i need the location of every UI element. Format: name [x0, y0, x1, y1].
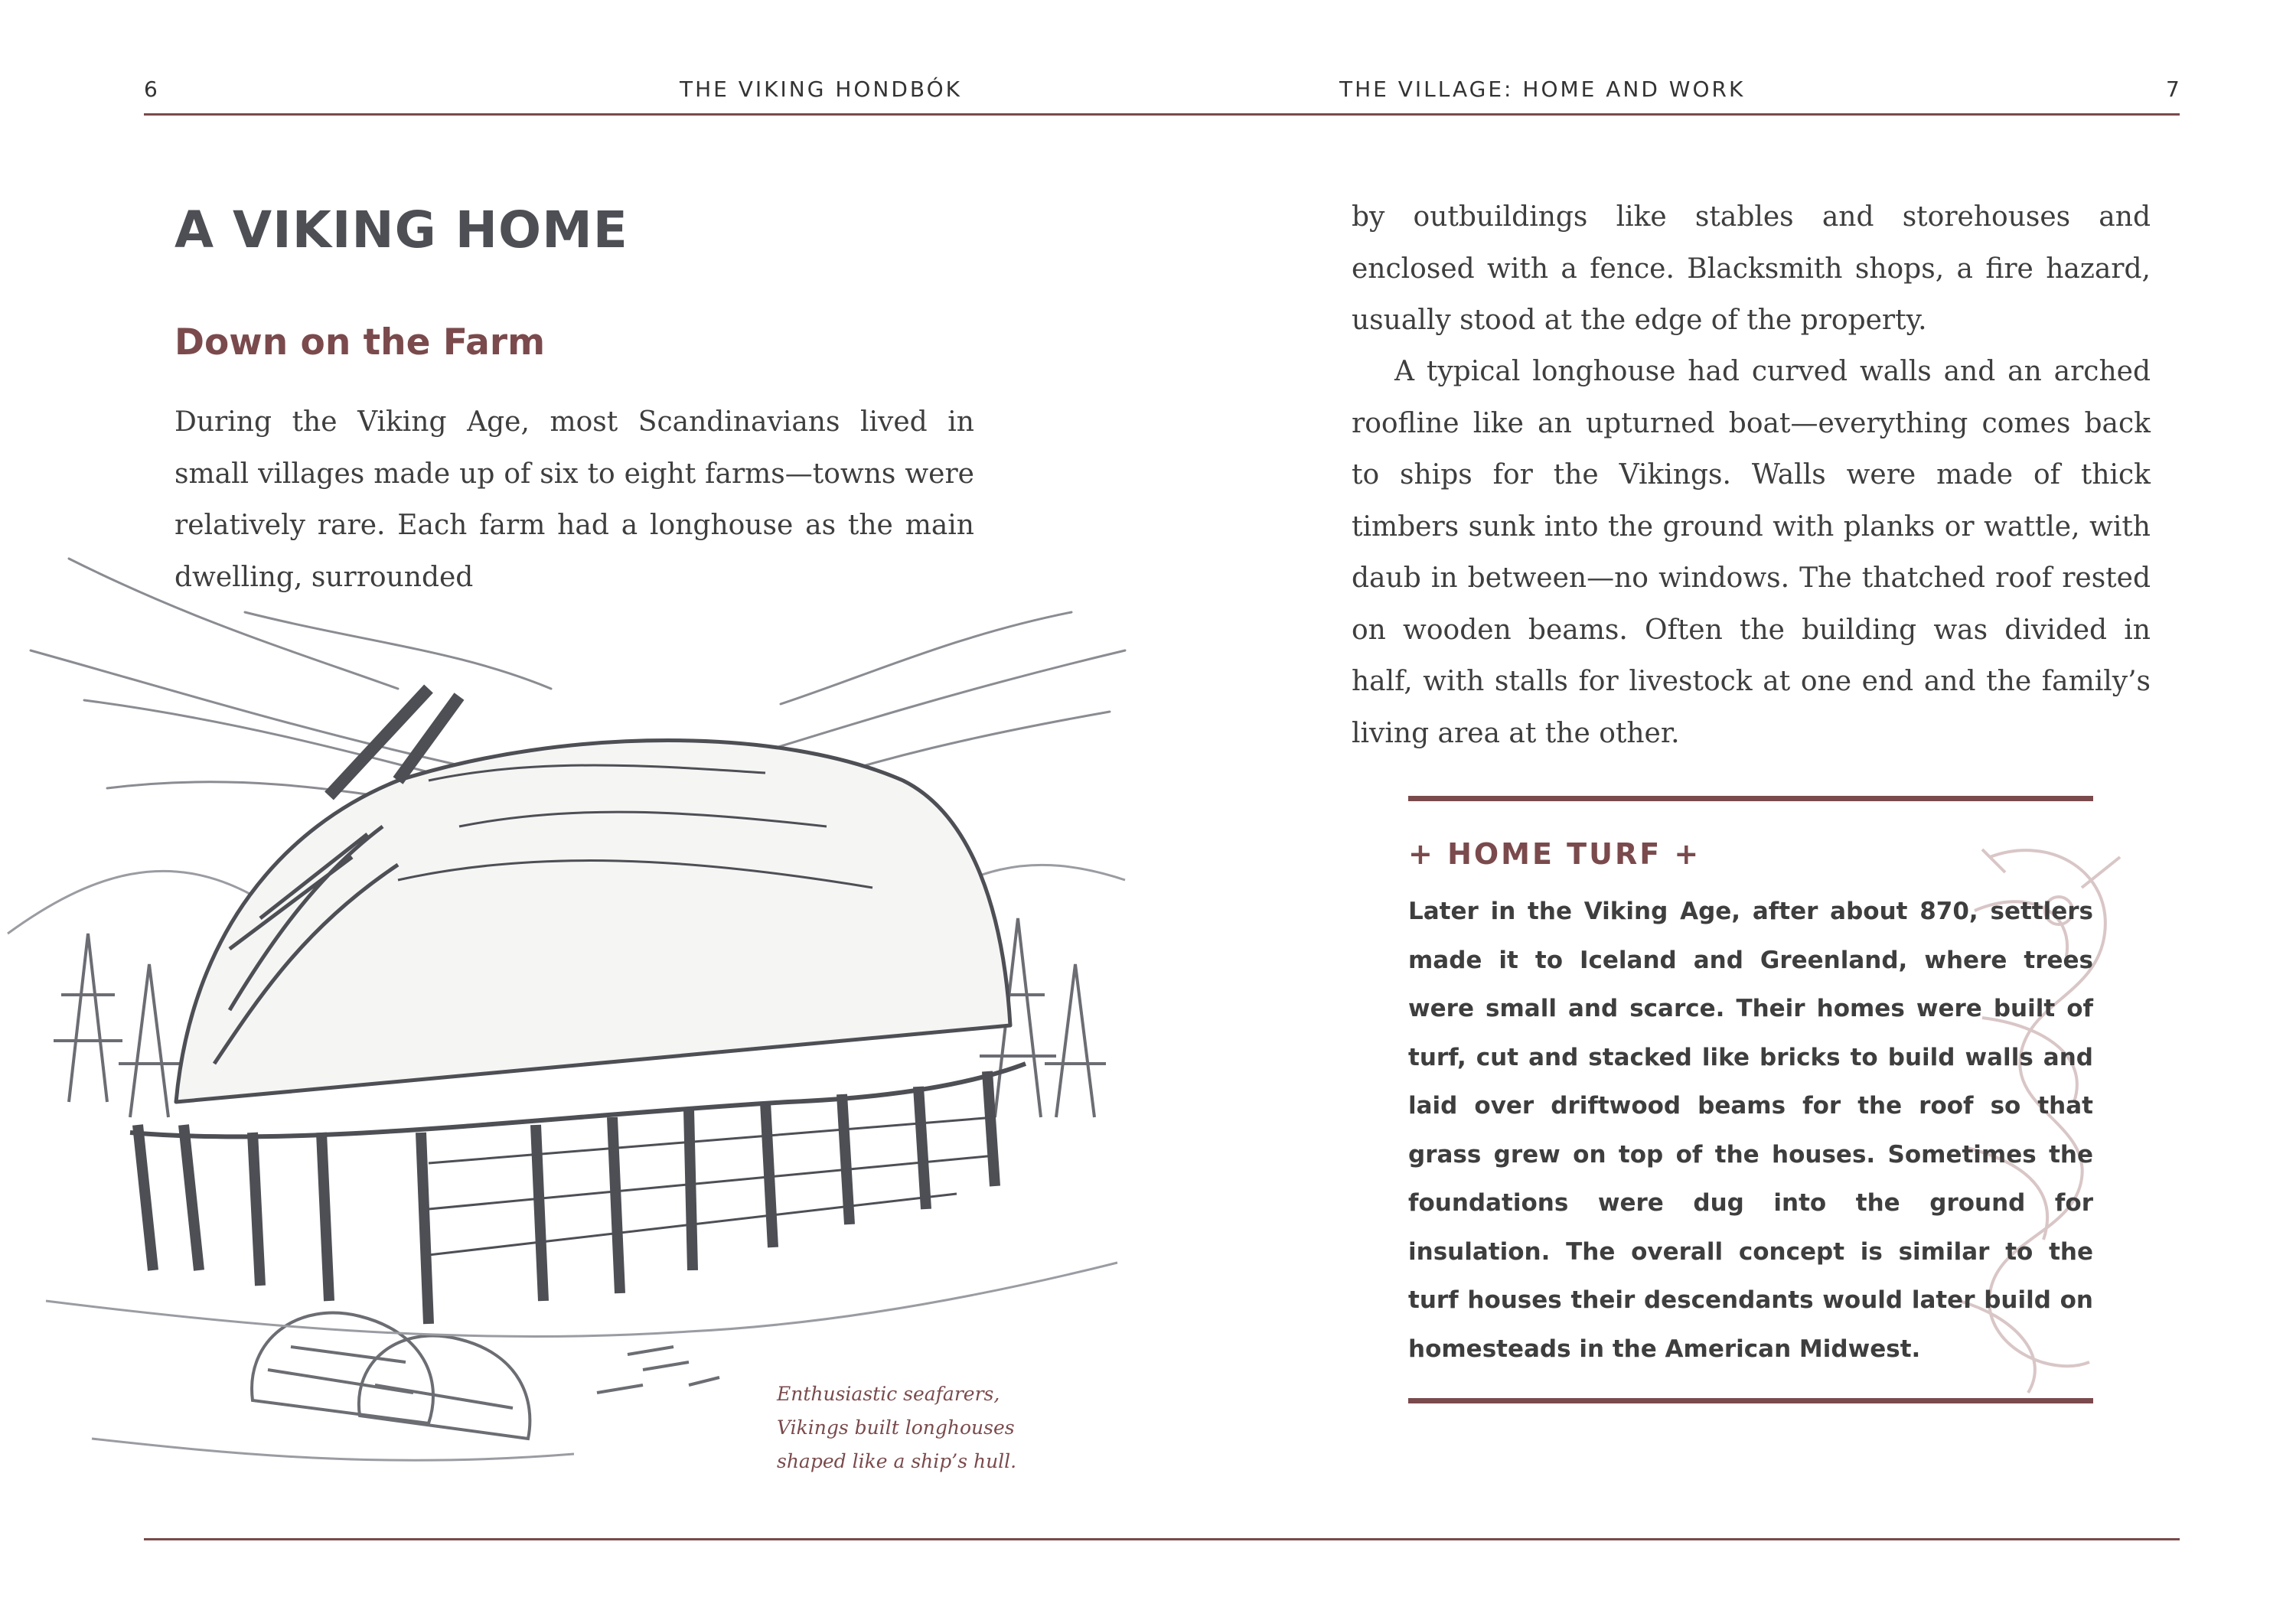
page-number-right: 7: [2166, 77, 2180, 102]
sidebar-body: Later in the Viking Age, after about 870, settlers made it to Iceland and Greenland, where trees were small and scarce. Their homes were built of turf, cut and stacked like bricks to build walls and laid over driftwood beams for the roof so that grass grew on top of the houses. Sometimes the foundations were dug into the ground for insulation. The overall concept is similar to the turf houses their descendants would later build on homesteads in the American Midwest.: [1408, 898, 2093, 1363]
illustration-caption: Enthusiastic seafarers, Vikings built longhouses shaped like a ship’s hull.: [777, 1383, 1017, 1472]
home-turf-sidebar: [1408, 796, 2093, 1408]
longhouse-illustration: [0, 536, 1148, 1523]
firewood: [597, 1347, 719, 1393]
header-rule: [144, 113, 2180, 116]
sidebar-top-rule: [1408, 796, 2093, 801]
right-body-paragraph-1: by outbuildings like stables and storehouses and enclosed with a fence. Blacksmith shops, a fire hazard, usually stood at the edge of the property.: [1352, 201, 2151, 336]
subsection-title: Down on the Farm: [174, 321, 546, 363]
sidebar-bottom-rule: [1408, 1398, 2093, 1403]
right-body-paragraph-2-text: A typical longhouse had curved walls and an arched roofline like an upturned boat—everything comes back to ships for the Vikings. Walls were made of thick timbers sunk into the ground with planks or wattle, with daub in between—no windows. The thatched roof rested on wooden beams. Often the building was divided in half, with stalls for livestock at one end and the family’s living area at the other.: [1352, 356, 2151, 749]
running-title-right: THE VILLAGE: HOME AND WORK: [1339, 77, 1746, 102]
sidebar-title: + HOME TURF +: [1408, 837, 1701, 871]
footer-rule: [144, 1538, 2180, 1540]
left-body-paragraph: During the Viking Age, most Scandinavians lived in small villages made up of six to eight farms—towns were relatively rare. Each farm had a longhouse as the main dwelling, surrounded: [174, 406, 974, 593]
right-body-paragraph-2: [1352, 346, 2151, 759]
running-title-left: THE VIKING HONDBÓK: [680, 77, 963, 102]
page-number-left: 6: [144, 77, 158, 102]
section-title: A VIKING HOME: [174, 200, 628, 259]
